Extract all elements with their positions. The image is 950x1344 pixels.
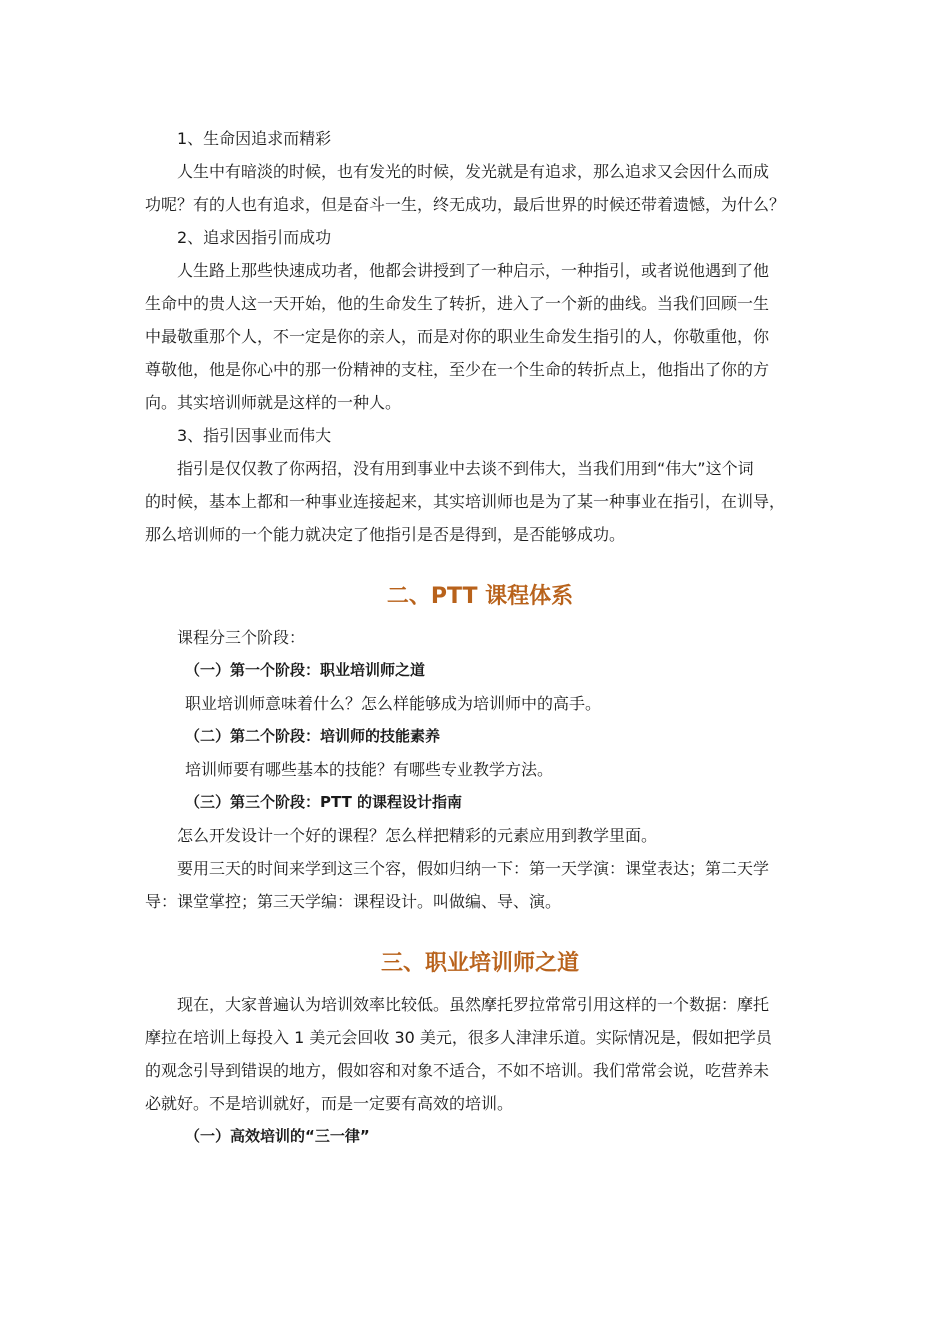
summary-line-1: 要用三天的时间来学到这三个容，假如归纳一下：第一天学演：课堂表达；第二天学 [177, 859, 770, 878]
section3-title: 三、职业培训师之道 [380, 951, 579, 976]
item2-title: 2、追求因指引而成功 [177, 228, 332, 247]
summary-line-2: 导：课堂掌控；第三天学编：课程设计。叫做编、导、演。 [145, 892, 562, 911]
section2-title: 二、PTT 课程体系 [386, 584, 574, 609]
item2-line-4: 尊敬他，他是你心中的那一份精神的支柱，至少在一个生命的转折点上，他指出了你的方 [145, 360, 770, 379]
item2-line-1: 人生路上那些快速成功者，他都会讲授到了一种启示，一种指引，或者说他遇到了他 [177, 261, 770, 280]
section3-line-4: 必就好。不是培训就好，而是一定要有高效的培训。 [145, 1094, 514, 1113]
item3-line-3: 那么培训师的一个能力就决定了他指引是否是得到，是否能够成功。 [145, 525, 626, 544]
section3-line-3: 的观念引导到错误的地方，假如容和对象不适合，不如不培训。我们常常会说，吃营养未 [145, 1061, 770, 1080]
section3-subheading: （一）高效培训的“三一律” [185, 1127, 370, 1145]
stage1-text: 职业培训师意味着什么？怎么样能够成为培训师中的高手。 [185, 694, 602, 713]
document-page [145, 122, 815, 1153]
section2-intro: 课程分三个阶段： [177, 628, 306, 647]
section3-line-1: 现在，大家普遍认为培训效率比较低。虽然摩托罗拉常常引用这样的一个数据：摩托 [177, 995, 770, 1014]
stage2-heading: （二）第二个阶段：培训师的技能素养 [185, 727, 441, 745]
item3-title: 3、指引因事业而伟大 [177, 426, 332, 445]
stage2-text: 培训师要有哪些基本的技能？有哪些专业教学方法。 [185, 760, 554, 779]
item3-line-2: 的时候，基本上都和一种事业连接起来，其实培训师也是为了某一种事业在指引，在训导， [145, 492, 786, 511]
item1-title: 1、生命因追求而精彩 [177, 129, 332, 148]
stage3-text: 怎么开发设计一个好的课程？怎么样把精彩的元素应用到教学里面。 [177, 826, 658, 845]
item1-line-1: 人生中有暗淡的时候，也有发光的时候，发光就是有追求，那么追求又会因什么而成 [177, 162, 770, 181]
section3-line-2: 摩拉在培训上每投入 1 美元会回收 30 美元，很多人津津乐道。实际情况是，假如把学员 [145, 1028, 772, 1047]
item1-line-2: 功呢？有的人也有追求，但是奋斗一生，终无成功，最后世界的时候还带着遗憾，为什么？ [145, 195, 786, 214]
stage3-heading: （三）第三个阶段：PTT 的课程设计指南 [185, 793, 463, 811]
item2-line-3: 中最敬重那个人，不一定是你的亲人，而是对你的职业生命发生指引的人，你敬重他，你 [145, 327, 770, 346]
item2-line-5: 向。其实培训师就是这样的一种人。 [145, 393, 402, 412]
item2-line-2: 生命中的贵人这一天开始，他的生命发生了转折，进入了一个新的曲线。当我们回顾一生 [145, 294, 770, 313]
item3-line-1: 指引是仅仅教了你两招，没有用到事业中去谈不到伟大，当我们用到“伟大”这个词 [177, 459, 754, 478]
stage1-heading: （一）第一个阶段：职业培训师之道 [185, 661, 426, 679]
